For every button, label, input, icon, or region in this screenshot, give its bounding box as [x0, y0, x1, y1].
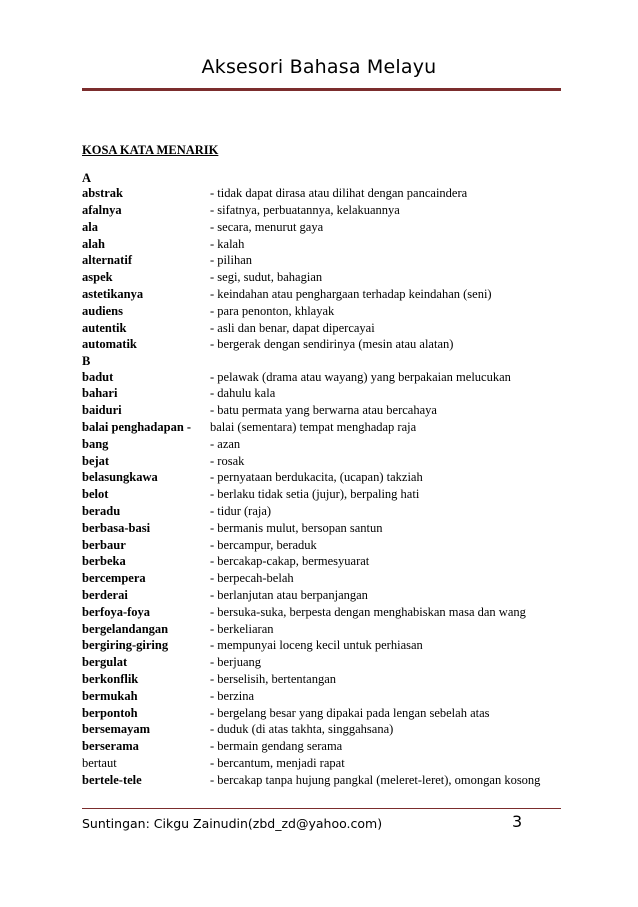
entry-definition: - bercantum, menjadi rapat: [210, 755, 345, 770]
glossary-entry: [82, 689, 552, 704]
entry-definition: - rosak: [210, 453, 245, 468]
glossary-entry: [82, 554, 552, 569]
entry-term: baiduri: [82, 403, 122, 418]
entry-term: bahari: [82, 386, 118, 401]
entry-term: berpontoh: [82, 705, 138, 720]
glossary-entry: [82, 655, 552, 670]
entry-definition: - bergelang besar yang dipakai pada lengan sebelah atas: [210, 705, 490, 720]
entry-definition: - azan: [210, 436, 241, 451]
entry-term: afalnya: [82, 203, 122, 218]
glossary-list: [82, 171, 552, 789]
entry-definition: - sifatnya, perbuatannya, kelakuannya: [210, 203, 400, 218]
entry-term: belasungkawa: [82, 470, 158, 485]
glossary-entry: [82, 337, 552, 352]
glossary-entry: [82, 403, 552, 418]
glossary-entry: [82, 454, 552, 469]
entry-term: ala: [82, 219, 98, 234]
glossary-entry: [82, 470, 552, 485]
entry-definition: - mempunyai loceng kecil untuk perhiasan: [210, 638, 423, 653]
entry-term: beradu: [82, 503, 121, 518]
entry-definition: - bermanis mulut, bersopan santun: [210, 520, 383, 535]
glossary-entry: [82, 571, 552, 586]
entry-term: bang: [82, 436, 109, 451]
glossary-entry: [82, 722, 552, 737]
letter-heading: B: [82, 354, 91, 369]
entry-definition: - asli dan benar, dapat dipercayai: [210, 320, 375, 335]
entry-term: badut: [82, 369, 114, 384]
entry-term: berbeka: [82, 554, 126, 569]
entry-term: abstrak: [82, 186, 123, 201]
entry-definition: - pelawak (drama atau wayang) yang berpakaian melucukan: [210, 369, 511, 384]
glossary-entry: [82, 237, 552, 252]
entry-term: berderai: [82, 587, 128, 602]
glossary-entry: [82, 638, 552, 653]
entry-definition: - dahulu kala: [210, 386, 276, 401]
letter-heading: A: [82, 171, 92, 185]
glossary-entry: [82, 521, 552, 536]
entry-term: bergulat: [82, 655, 128, 670]
entry-definition: - tidak dapat dirasa atau dilihat dengan pancaindera: [210, 186, 468, 201]
glossary-entry: [82, 622, 552, 637]
entry-definition: - bercampur, beraduk: [210, 537, 317, 552]
glossary-entry: [82, 773, 552, 788]
entry-definition: - segi, sudut, bahagian: [210, 270, 323, 285]
glossary-entry: [82, 370, 552, 385]
glossary-entry: [82, 220, 552, 235]
glossary-entry: [82, 437, 552, 452]
entry-definition: - bermain gendang serama: [210, 739, 343, 754]
entry-term: berfoya-foya: [82, 604, 151, 619]
glossary-entry: [82, 386, 552, 401]
entry-definition: - bercakap-cakap, bermesyuarat: [210, 554, 370, 569]
entry-definition: - batu permata yang berwarna atau bercahaya: [210, 403, 437, 418]
entry-definition: - berselisih, bertentangan: [210, 671, 336, 686]
entry-term: audiens: [82, 303, 123, 318]
glossary-entry: [82, 538, 552, 553]
entry-definition: - bercakap tanpa hujung pangkal (meleret-leret), omongan kosong: [210, 772, 541, 787]
entry-definition: - para penonton, khlayak: [210, 303, 335, 318]
glossary-entry: [82, 203, 552, 218]
entry-term: bermukah: [82, 688, 138, 703]
entry-definition: - bergerak dengan sendirinya (mesin atau alatan): [210, 337, 454, 352]
entry-term: belot: [82, 487, 109, 502]
glossary-entry: [82, 270, 552, 285]
glossary-entry: [82, 321, 552, 336]
entry-term: bergiring-giring: [82, 638, 169, 653]
entry-term: bergelandangan: [82, 621, 169, 636]
entry-definition: - kalah: [210, 236, 245, 251]
entry-definition: - tidur (raja): [210, 503, 272, 518]
glossary-entry: [82, 739, 552, 754]
entry-term: berkonflik: [82, 671, 139, 686]
glossary-entry: [82, 706, 552, 721]
entry-term: bersemayam: [82, 722, 151, 737]
glossary-entry: [82, 253, 552, 268]
entry-definition: - berzina: [210, 688, 255, 703]
entry-term: astetikanya: [82, 287, 144, 302]
footer-divider: [82, 808, 561, 809]
entry-term: bertaut: [82, 755, 117, 770]
glossary-entry: [82, 672, 552, 687]
entry-definition: - bersuka-suka, berpesta dengan menghabiskan masa dan wang: [210, 604, 526, 619]
entry-definition: - secara, menurut gaya: [210, 219, 324, 234]
entry-term: berserama: [82, 739, 139, 754]
glossary-entry: [82, 504, 552, 519]
footer-credit: Suntingan: Cikgu Zainudin(zbd_zd@yahoo.com): [82, 816, 383, 831]
entry-definition: - berkeliaran: [210, 621, 274, 636]
glossary-entry: [82, 487, 552, 502]
entry-term: berbaur: [82, 537, 126, 552]
entry-definition: - berlanjutan atau berpanjangan: [210, 587, 368, 602]
entry-definition: - pilihan: [210, 253, 253, 268]
page-number: 3: [512, 812, 523, 831]
glossary-entry: [82, 420, 552, 435]
entry-definition: balai (sementara) tempat menghadap raja: [210, 419, 417, 434]
entry-definition: - keindahan atau penghargaan terhadap keindahan (seni): [210, 287, 492, 302]
entry-term: bejat: [82, 453, 110, 468]
entry-definition: - berpecah-belah: [210, 571, 294, 586]
entry-term: balai penghadapan -: [82, 419, 192, 434]
section-title: KOSA KATA MENARIK: [82, 143, 219, 157]
entry-definition: - pernyataan berdukacita, (ucapan) takziah: [210, 470, 423, 485]
header-divider: [82, 88, 561, 91]
entry-term: aspek: [82, 270, 113, 285]
entry-term: alternatif: [82, 253, 132, 268]
glossary-entry: [82, 605, 552, 620]
entry-term: berbasa-basi: [82, 520, 151, 535]
glossary-entry: [82, 588, 552, 603]
entry-term: autentik: [82, 320, 127, 335]
entry-term: alah: [82, 236, 105, 251]
page-header-title: Aksesori Bahasa Melayu: [201, 56, 437, 78]
glossary-entry: [82, 756, 552, 771]
entry-term: bercempera: [82, 571, 146, 586]
glossary-entry: [82, 287, 552, 302]
glossary-entry: [82, 304, 552, 319]
entry-definition: - berjuang: [210, 655, 262, 670]
entry-term: automatik: [82, 337, 137, 352]
entry-definition: - duduk (di atas takhta, singgahsana): [210, 722, 394, 737]
entry-term: bertele-tele: [82, 772, 142, 787]
entry-definition: - berlaku tidak setia (jujur), berpaling hati: [210, 487, 420, 502]
glossary-entry: [82, 186, 552, 201]
